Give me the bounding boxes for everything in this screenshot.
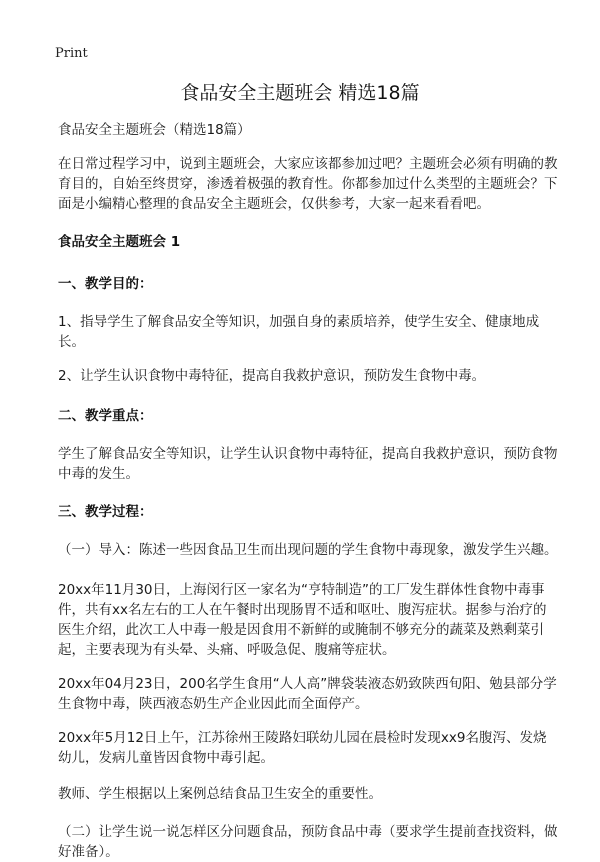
article-subtitle: 食品安全主题班会（精选18篇） (58, 122, 251, 138)
section-title: 食品安全主题班会 1 (58, 234, 181, 250)
process-intro-step: （一）导入：陈述一些因食品卫生而出现问题的学生食物中毒现象，激发学生兴趣。 (58, 542, 558, 558)
print-link[interactable]: Print (55, 46, 88, 61)
case-paragraph: 20xx年11月30日，上海闵行区一家名为“亨特制造”的工厂发生群体性食物中毒事件，共有xx名左右的工人在午餐时出现肠胃不适和呕吐、腹泻症状。据参与治疗的医生介绍，此次工人中毒一般是因食用不新鲜的或腌制不够充分的蔬菜及熟剩菜引起，主要表现为有头晕、头痛、呼吸急促、腹痛等症状。 (58, 582, 547, 658)
case-paragraph: 20xx年04月23日，200名学生食用“人人高”牌袋装液态奶致陕西旬阳、勉县部分学生食物中毒，陕西液态奶生产企业因此而全面停产。 (58, 676, 557, 712)
summary-paragraph: 教师、学生根据以上案例总结食品卫生安全的重要性。 (58, 786, 382, 802)
intro-paragraph: 在日常过程学习中，说到主题班会，大家应该都参加过吧？主题班会必须有明确的教育目的，自始至终贯穿，渗透着极强的教育性。你都参加过什么类型的主题班会？下面是小编精心整理的食品安全主题班会，仅供参考，大家一起来看看吧。 (58, 156, 558, 212)
heading-teaching-goal: 一、教学目的： (58, 276, 153, 292)
article-body (58, 120, 558, 862)
process-step-two: （二）让学生说一说怎样区分问题食品，预防食品中毒（要求学生提前查找资料，做好准备）。 (58, 824, 558, 860)
focus-paragraph: 学生了解食品安全等知识，让学生认识食物中毒特征，提高自我救护意识，预防食物中毒的发生。 (58, 446, 558, 482)
heading-teaching-focus: 二、教学重点： (58, 408, 153, 424)
goal-item: 2、让学生认识食物中毒特征，提高自我救护意识，预防发生食物中毒。 (58, 368, 486, 384)
case-paragraph: 20xx年5月12日上午，江苏徐州王陵路妇联幼儿园在晨检时发现xx9名腹泻、发烧幼儿，发病儿童皆因食物中毒引起。 (58, 730, 547, 766)
heading-teaching-process: 三、教学过程： (58, 504, 153, 520)
page-title: 食品安全主题班会 精选18篇 (180, 82, 420, 104)
goal-item: 1、指导学生了解食品安全等知识，加强自身的素质培养，使学生安全、健康地成长。 (58, 314, 540, 350)
